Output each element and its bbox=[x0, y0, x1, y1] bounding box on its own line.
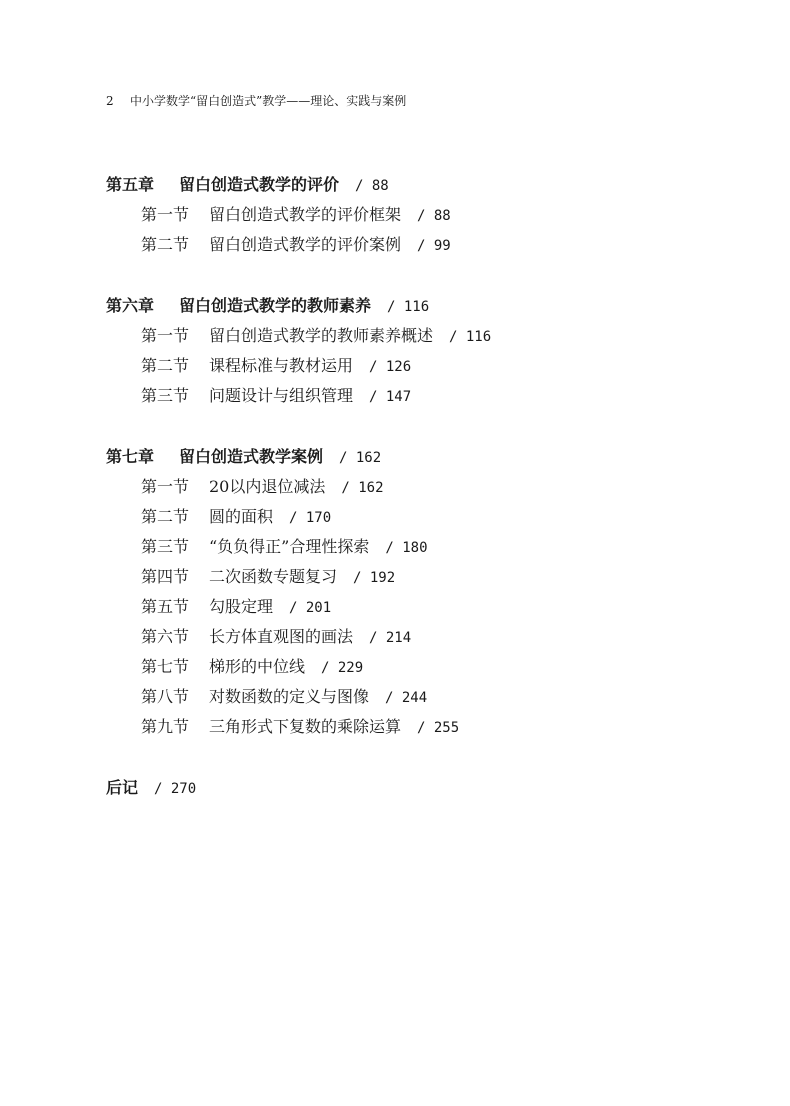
section-number: 第一节 bbox=[141, 326, 190, 345]
chapter-heading[interactable] bbox=[106, 291, 746, 321]
section-number: 第二节 bbox=[141, 235, 190, 254]
toc-section-entry[interactable] bbox=[106, 652, 746, 682]
toc-section-entry[interactable] bbox=[106, 351, 746, 381]
section-page-ref: / 244 bbox=[385, 690, 428, 706]
afterword-entry[interactable] bbox=[106, 773, 746, 803]
section-title: 三角形式下复数的乘除运算 bbox=[209, 717, 402, 736]
chapter-title: 留白创造式教学的评价 bbox=[179, 175, 340, 194]
section-number: 第三节 bbox=[141, 386, 190, 405]
chapter-page-ref: / 116 bbox=[387, 299, 430, 315]
section-number: 第八节 bbox=[141, 687, 190, 706]
chapter-title: 留白创造式教学的教师素养 bbox=[179, 296, 372, 315]
chapter-heading[interactable] bbox=[106, 170, 746, 200]
section-page-ref: / 180 bbox=[385, 540, 428, 556]
section-title: 圆的面积 bbox=[209, 507, 274, 526]
toc-section-entry[interactable] bbox=[106, 502, 746, 532]
section-page-ref: / 116 bbox=[449, 329, 492, 345]
toc-section-entry[interactable] bbox=[106, 622, 746, 652]
toc-section-entry[interactable] bbox=[106, 532, 746, 562]
section-title: 留白创造式教学的评价框架 bbox=[209, 205, 402, 224]
afterword-page-ref: / 270 bbox=[154, 781, 197, 797]
chapter-page-ref: / 162 bbox=[339, 450, 382, 466]
section-title: 问题设计与组织管理 bbox=[209, 386, 354, 405]
section-title: 课程标准与教材运用 bbox=[209, 356, 354, 375]
section-page-ref: / 126 bbox=[369, 359, 412, 375]
toc-section-entry[interactable] bbox=[106, 592, 746, 622]
running-head bbox=[106, 93, 406, 109]
section-title: 长方体直观图的画法 bbox=[209, 627, 354, 646]
section-page-ref: / 147 bbox=[369, 389, 412, 405]
section-page-ref: / 192 bbox=[353, 570, 396, 586]
page-number: 2 bbox=[106, 94, 114, 108]
toc-section-entry[interactable] bbox=[106, 230, 746, 260]
section-page-ref: / 229 bbox=[321, 660, 364, 676]
section-title: 勾股定理 bbox=[209, 597, 274, 616]
section-number: 第二节 bbox=[141, 356, 190, 375]
section-title: “负负得正”合理性探索 bbox=[209, 537, 370, 556]
chapter-number: 第六章 bbox=[106, 296, 155, 315]
section-page-ref: / 88 bbox=[417, 208, 451, 224]
section-title: 留白创造式教学的评价案例 bbox=[209, 235, 402, 254]
section-number: 第三节 bbox=[141, 537, 190, 556]
chapter-7 bbox=[106, 442, 746, 742]
section-title: 梯形的中位线 bbox=[209, 657, 306, 676]
table-of-contents bbox=[106, 170, 746, 803]
chapter-title: 留白创造式教学案例 bbox=[179, 447, 324, 466]
toc-section-entry[interactable] bbox=[106, 682, 746, 712]
section-number: 第二节 bbox=[141, 507, 190, 526]
section-page-ref: / 162 bbox=[341, 480, 384, 496]
afterword-title: 后记 bbox=[106, 778, 139, 797]
chapter-6 bbox=[106, 291, 746, 411]
chapter-number: 第五章 bbox=[106, 175, 155, 194]
section-page-ref: / 99 bbox=[417, 238, 451, 254]
book-title: 中小学数学“留白创造式”教学——理论、实践与案例 bbox=[130, 94, 407, 108]
chapter-number: 第七章 bbox=[106, 447, 155, 466]
section-title: 对数函数的定义与图像 bbox=[209, 687, 370, 706]
section-number: 第六节 bbox=[141, 627, 190, 646]
section-page-ref: / 214 bbox=[369, 630, 412, 646]
section-number: 第一节 bbox=[141, 205, 190, 224]
toc-section-entry[interactable] bbox=[106, 472, 746, 502]
chapter-5 bbox=[106, 170, 746, 260]
toc-section-entry[interactable] bbox=[106, 321, 746, 351]
section-number: 第一节 bbox=[141, 477, 190, 496]
toc-section-entry[interactable] bbox=[106, 381, 746, 411]
toc-section-entry[interactable] bbox=[106, 562, 746, 592]
section-number: 第七节 bbox=[141, 657, 190, 676]
section-title: 二次函数专题复习 bbox=[209, 567, 338, 586]
section-page-ref: / 201 bbox=[289, 600, 332, 616]
section-number: 第五节 bbox=[141, 597, 190, 616]
section-number: 第九节 bbox=[141, 717, 190, 736]
toc-section-entry[interactable] bbox=[106, 200, 746, 230]
section-page-ref: / 170 bbox=[289, 510, 332, 526]
section-page-ref: / 255 bbox=[417, 720, 460, 736]
chapter-page-ref: / 88 bbox=[355, 178, 389, 194]
chapter-heading[interactable] bbox=[106, 442, 746, 472]
section-title: 20以内退位减法 bbox=[209, 477, 326, 496]
toc-section-entry[interactable] bbox=[106, 712, 746, 742]
section-number: 第四节 bbox=[141, 567, 190, 586]
section-title: 留白创造式教学的教师素养概述 bbox=[209, 326, 434, 345]
